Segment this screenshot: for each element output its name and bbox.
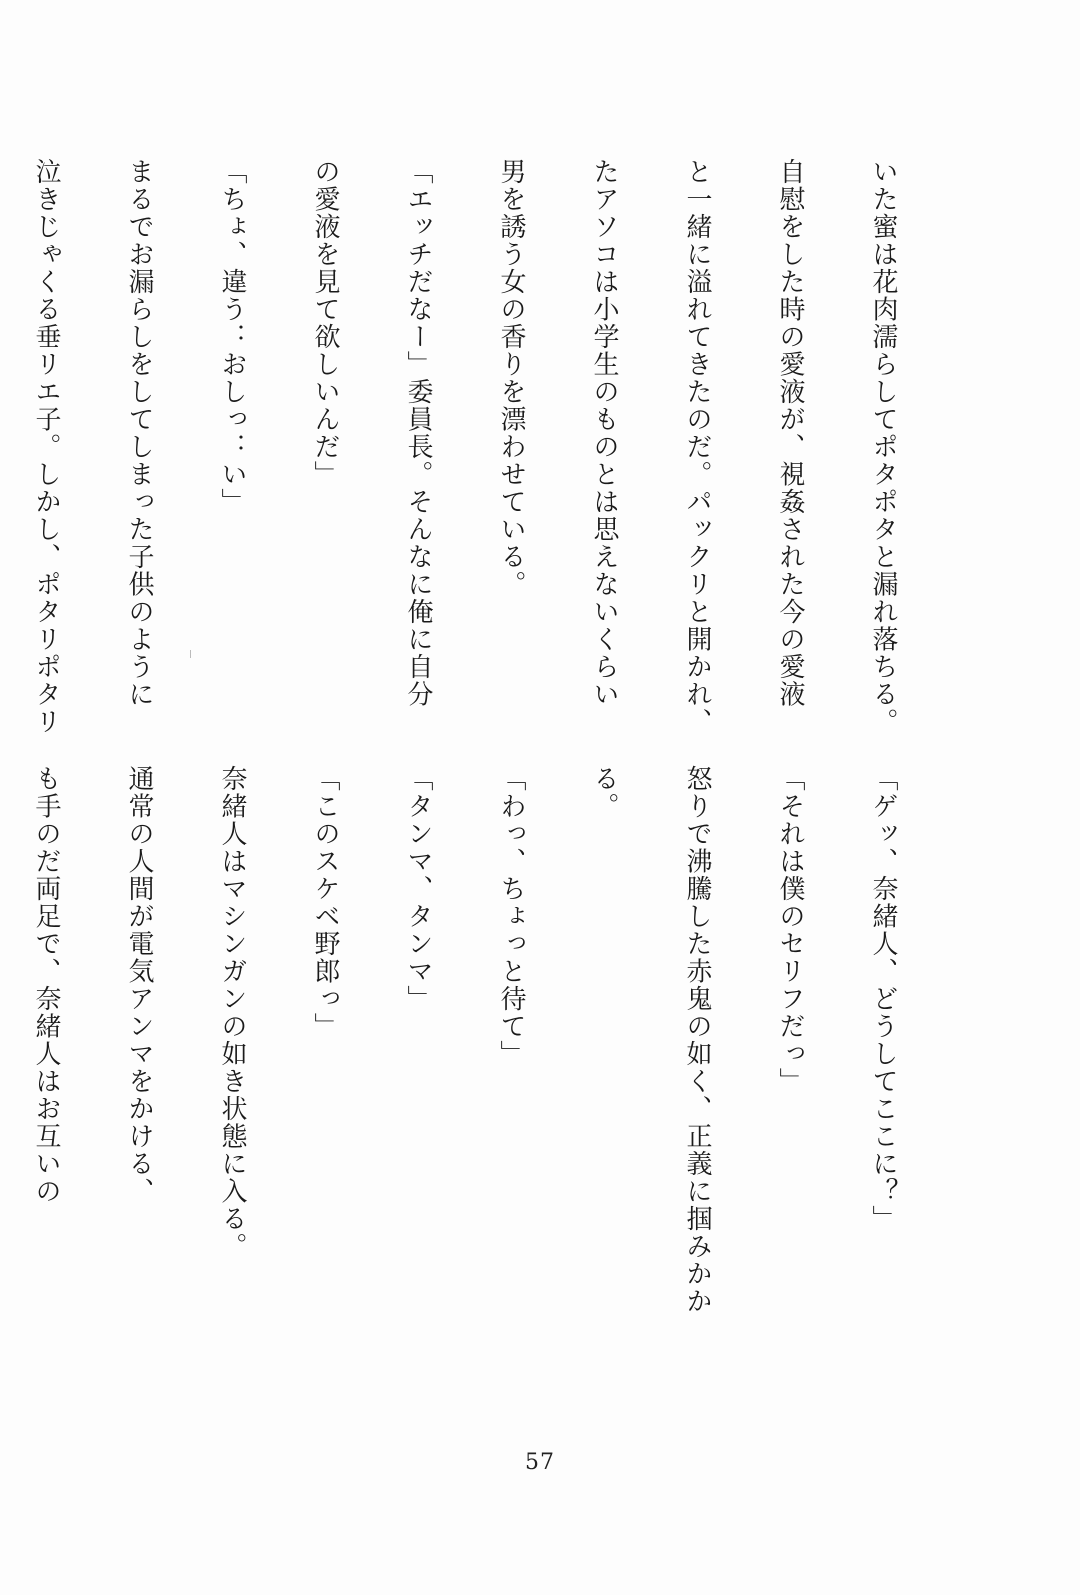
text-column: 泣きじゃくる垂リエ子。しかし、ポタリポタリ bbox=[31, 158, 61, 736]
text-column: も手のだ両足で、奈緒人はお互いの bbox=[31, 765, 61, 1205]
text-column: 奈緒人はマシンガンの如き状態に入る。 bbox=[217, 765, 247, 1260]
text-column: の愛液を見て欲しいんだ」 bbox=[310, 158, 340, 488]
text-column: 通常の人間が電気アンマをかける、 bbox=[124, 765, 154, 1205]
top-text-block bbox=[0, 158, 960, 736]
scan-mark bbox=[190, 650, 191, 658]
text-column: たアソコは小学生のものとは思えないくらい bbox=[589, 158, 619, 708]
text-column: と一緒に溢れてきたのだ。パックリと開かれ、 bbox=[682, 158, 712, 736]
text-column: 「タンマ、タンマ」 bbox=[403, 765, 433, 1013]
text-column: 「ちょ、違う：おしっ：い」 bbox=[217, 158, 247, 516]
text-column: いた蜜は花肉濡らしてポタポタと漏れ落ちる。 bbox=[868, 158, 898, 736]
text-column: 怒りで沸騰した赤鬼の如く、正義に掴みかか bbox=[682, 765, 712, 1315]
text-column: まるでお漏らしをしてしまった子供のように bbox=[124, 158, 154, 708]
text-column: 「それは僕のセリフだっ」 bbox=[775, 765, 805, 1095]
text-column: 「エッチだなー」委員長。そんなに俺に自分 bbox=[403, 158, 433, 708]
bottom-text-block bbox=[0, 765, 960, 1325]
text-column: 男を誘う女の香りを漂わせている。 bbox=[496, 158, 526, 598]
page-number: 57 bbox=[525, 1450, 555, 1475]
text-column: 「このスケベ野郎っ」 bbox=[310, 765, 340, 1040]
text-column: 自慰をした時の愛液が、視姦された今の愛液 bbox=[775, 158, 805, 708]
text-column: 「わっ、ちょっと待て」 bbox=[496, 765, 526, 1068]
text-column: る。 bbox=[589, 765, 619, 820]
text-column: 「ゲッ、奈緒人、どうしてここに？」 bbox=[868, 765, 898, 1233]
